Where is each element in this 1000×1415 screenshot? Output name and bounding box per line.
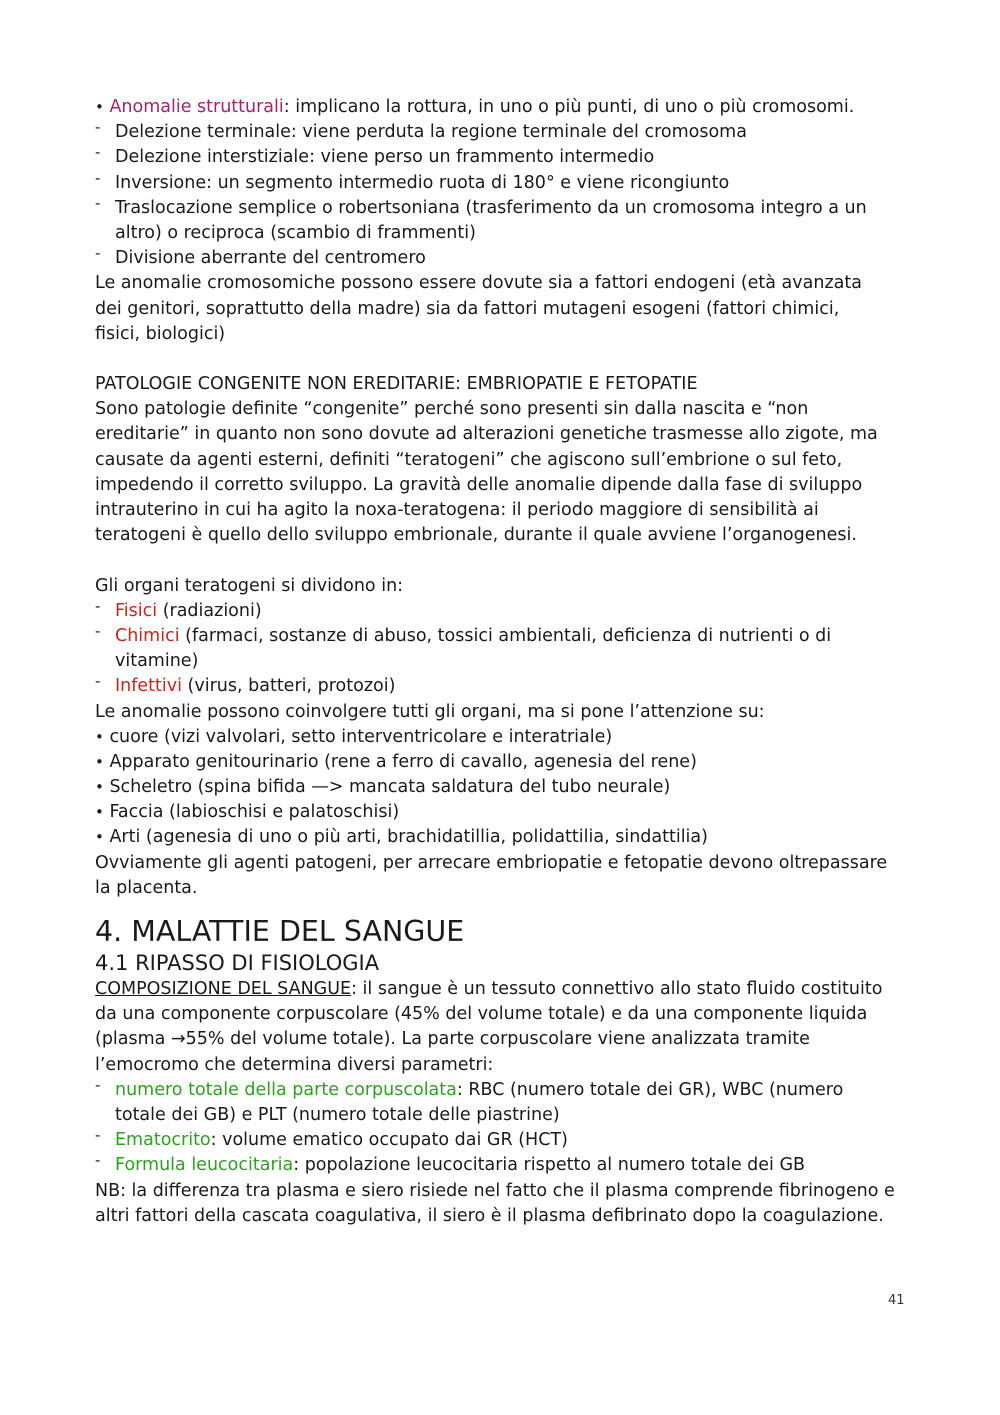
- infettivi-text: (virus, batteri, protozoi): [181, 676, 396, 697]
- list-item-ematocrito: [95, 1128, 915, 1153]
- chimici-term: Chimici: [115, 625, 180, 646]
- list-item-chimici: [95, 624, 915, 649]
- ematocrito-term: Ematocrito: [115, 1130, 211, 1151]
- section-heading: 4.1 RIPASSO DI FISIOLOGIA: [95, 951, 380, 975]
- teratogeni-intro: Gli organi teratogeni si dividono in:: [95, 575, 404, 596]
- paragraph-line: ereditarie” in quanto non sono dovute ad alterazioni genetiche trasmesse allo zigote, ma: [95, 424, 878, 445]
- spacer: [95, 548, 915, 573]
- bullet-mark: •: [95, 727, 104, 746]
- list-item-organ: [95, 725, 915, 750]
- page-content: [95, 95, 915, 1229]
- composizione-term: COMPOSIZIONE DEL SANGUE: [95, 979, 352, 999]
- paragraph-line: (plasma →55% del volume totale). La parte corpuscolare viene analizzata tramite: [95, 1029, 810, 1050]
- list-item-infettivi: [95, 674, 915, 699]
- paragraph-line: Le anomalie cromosomiche possono essere dovute sia a fattori endogeni (età avanzata: [95, 273, 862, 294]
- bullet-mark: •: [95, 778, 104, 797]
- list-item-continuation: vitamine): [115, 651, 199, 672]
- paragraph-line: la placenta.: [95, 877, 198, 898]
- list-item: - Divisione aberrante del centromero: [95, 246, 915, 271]
- list-item-fisici: [95, 599, 915, 624]
- chapter-heading: 4. MALATTIE DEL SANGUE: [95, 915, 465, 948]
- list-item: - Inversione: un segmento intermedio ruota di 180° e viene ricongiunto: [95, 171, 915, 196]
- paragraph-line: dei genitori, soprattutto della madre) sia da fattori mutageni esogeni (fattori chimici,: [95, 298, 840, 319]
- paragraph-line: fisici, biologici): [95, 323, 226, 344]
- paragraph-line: teratogeni è quello dello sviluppo embrionale, durante il quale avviene l’organogenesi.: [95, 525, 857, 546]
- list-item-numero: [95, 1078, 915, 1103]
- bullet-mark: •: [95, 752, 104, 771]
- list-item-organ: [95, 775, 915, 800]
- spacer: [95, 347, 915, 372]
- paragraph-line: intrauterino in cui ha agito la noxa-teratogena: il periodo maggiore di sensibilità ai: [95, 500, 819, 520]
- list-item-organ: [95, 800, 915, 825]
- paragraph-line: Ovviamente gli agenti patogeni, per arrecare embriopatie e fetopatie devono oltrepassare: [95, 852, 888, 873]
- organ-text: Faccia (labioschisi e palatoschisi): [109, 802, 400, 823]
- paragraph-line: l’emocromo che determina diversi parametri:: [95, 1054, 494, 1075]
- chimici-text: (farmaci, sostanze di abuso, tossici ambientali, deficienza di nutrienti o di: [179, 625, 832, 646]
- composizione-text: : il sangue è un tessuto connettivo allo stato fluido costituito: [351, 979, 883, 999]
- page-number: 41: [888, 1293, 905, 1308]
- bullet-mark: •: [95, 803, 104, 822]
- fisici-text: (radiazioni): [157, 600, 262, 621]
- list-item-organ: [95, 750, 915, 775]
- composizione-line: [95, 977, 915, 1002]
- paragraph-line: impedendo il corretto sviluppo. La gravità delle anomalie dipende dalla fase di sviluppo: [95, 474, 863, 495]
- paragraph-line: Sono patologie definite “congenite” perché sono presenti sin dalla nascita e “non: [95, 399, 809, 420]
- organi-intro: Le anomalie possono coinvolgere tutti gli organi, ma si pone l’attenzione su:: [95, 701, 765, 722]
- list-item: - Delezione terminale: viene perduta la regione terminale del cromosoma: [95, 120, 915, 145]
- list-item-formula: [95, 1153, 915, 1178]
- organ-text: cuore (vizi valvolari, setto interventricolare e interatriale): [109, 726, 613, 747]
- numero-term: numero totale della parte corpuscolata: [115, 1079, 457, 1100]
- nb-line: NB: la differenza tra plasma e siero risiede nel fatto che il plasma comprende fibrinogeno e: [95, 1180, 895, 1201]
- bullet-mark: •: [95, 98, 104, 116]
- anomalie-strutturali-term: Anomalie strutturali: [109, 97, 284, 117]
- bullet-mark: •: [95, 828, 104, 847]
- paragraph-line: da una componente corpuscolare (45% del volume totale) e da una componente liquida: [95, 1004, 868, 1025]
- organ-text: Arti (agenesia di uno o più arti, brachidatillia, polidattilia, sindattilia): [109, 827, 708, 848]
- numero-text: : RBC (numero totale dei GR), WBC (numero: [456, 1079, 844, 1100]
- anomalie-strutturali-text: : implicano la rottura, in uno o più punti, di uno o più cromosomi.: [283, 97, 855, 117]
- list-item: - Traslocazione semplice o robertsoniana (trasferimento da un cromosoma integro a un: [95, 196, 915, 221]
- formula-term: Formula leucocitaria: [115, 1155, 294, 1176]
- list-item-continuation: altro) o reciproca (scambio di frammenti): [115, 222, 476, 243]
- list-item-organ: [95, 825, 915, 850]
- section-heading-congenite: PATOLOGIE CONGENITE NON EREDITARIE: EMBRIOPATIE E FETOPATIE: [95, 374, 698, 395]
- organ-text: Scheletro (spina bifida —> mancata saldatura del tubo neurale): [109, 777, 671, 798]
- organ-text: Apparato genitourinario (rene a ferro di cavallo, agenesia del rene): [109, 751, 697, 772]
- fisici-term: Fisici: [115, 600, 158, 621]
- formula-text: : popolazione leucocitaria rispetto al numero totale dei GB: [293, 1155, 806, 1176]
- ematocrito-text: : volume ematico occupato dai GR (HCT): [210, 1130, 568, 1151]
- list-item: - Delezione interstiziale: viene perso un frammento intermedio: [95, 145, 915, 170]
- nb-line: altri fattori della cascata coagulativa, il siero è il plasma defibrinato dopo la coagulazione.: [95, 1205, 884, 1226]
- list-item-continuation: totale dei GB) e PLT (numero totale delle piastrine): [115, 1104, 560, 1125]
- infettivi-term: Infettivi: [115, 676, 182, 697]
- anomalie-strutturali-line: [95, 95, 915, 120]
- paragraph-line: causate da agenti esterni, definiti “teratogeni” che agiscono sull’embrione o sul feto,: [95, 449, 843, 470]
